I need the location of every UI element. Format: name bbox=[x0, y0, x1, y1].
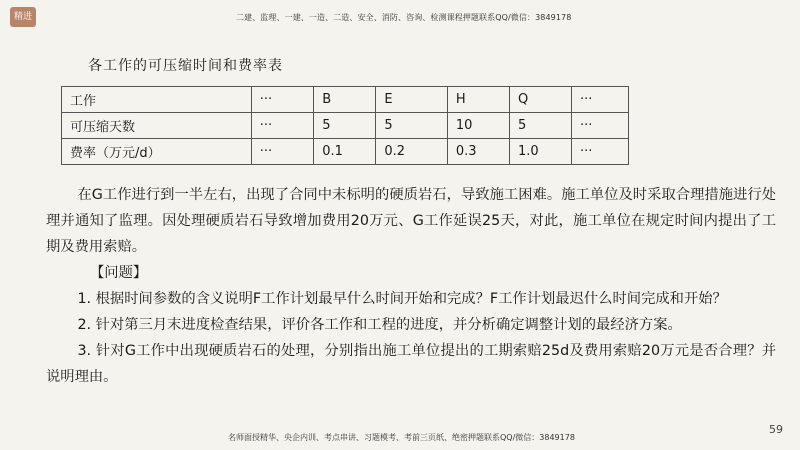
table-cell: 0.2 bbox=[376, 139, 448, 165]
table-cell: ··· bbox=[572, 113, 629, 139]
table-cell: 0.3 bbox=[447, 139, 509, 165]
case-body bbox=[46, 182, 776, 390]
table-cell: 工作 bbox=[62, 87, 252, 113]
footer-contact-text: 名师面授精华、央企内训、考点串讲、习题模考、考前三页纸、绝密押题联系QQ/微信：3849178 bbox=[228, 433, 575, 442]
table-cell: H bbox=[447, 87, 509, 113]
table-row bbox=[62, 87, 629, 113]
table-title: 各工作的可压缩时间和费率表 bbox=[88, 58, 283, 74]
header-contact-text: 二建、监理、一建、一造、二造、安全、消防、咨询、检测课程押题联系QQ/微信：3849178 bbox=[236, 13, 572, 22]
table-row bbox=[62, 113, 629, 139]
question-item: 3. 针对G工作中出现硬质岩石的处理，分别指出施工单位提出的工期索赔25d及费用索赔20万元是否合理？并说明理由。 bbox=[46, 343, 776, 385]
badge: 精进 bbox=[10, 7, 36, 27]
table-cell: 10 bbox=[447, 113, 509, 139]
table-cell: ··· bbox=[251, 113, 314, 139]
table-cell: ··· bbox=[251, 139, 314, 165]
question-item: 1. 根据时间参数的含义说明F工作计划最早什么时间开始和完成？F工作计划最迟什么时间完成和开始？ bbox=[77, 291, 727, 307]
case-paragraph: 在G工作进行到一半左右，出现了合同中未标明的硬质岩石，导致施工困难。施工单位及时采取合理措施进行处理并通知了监理。因处理硬质岩石导致增加费用20万元、G工作延误25天，对此，施工单位在规定时间内提出了工期及费用索赔。 bbox=[46, 187, 776, 255]
table-cell: E bbox=[376, 87, 448, 113]
questions-heading: 【问题】 bbox=[90, 265, 148, 281]
table-cell: ··· bbox=[251, 87, 314, 113]
compression-rate-table bbox=[61, 86, 629, 165]
table-row bbox=[62, 139, 629, 165]
table-cell: 5 bbox=[314, 113, 376, 139]
table-cell: B bbox=[314, 87, 376, 113]
page-number: 59 bbox=[769, 423, 783, 436]
table-cell: Q bbox=[509, 87, 571, 113]
table-cell: 5 bbox=[376, 113, 448, 139]
table-cell: ··· bbox=[572, 87, 629, 113]
question-item: 2. 针对第三月末进度检查结果，评价各工作和工程的进度，并分析确定调整计划的最经济方案。 bbox=[77, 317, 682, 333]
table-cell: 0.1 bbox=[314, 139, 376, 165]
table-cell: 可压缩天数 bbox=[62, 113, 252, 139]
table-cell: 1.0 bbox=[509, 139, 571, 165]
table-cell: 费率（万元/d） bbox=[62, 139, 252, 165]
table-cell: ··· bbox=[572, 139, 629, 165]
table-cell: 5 bbox=[509, 113, 571, 139]
